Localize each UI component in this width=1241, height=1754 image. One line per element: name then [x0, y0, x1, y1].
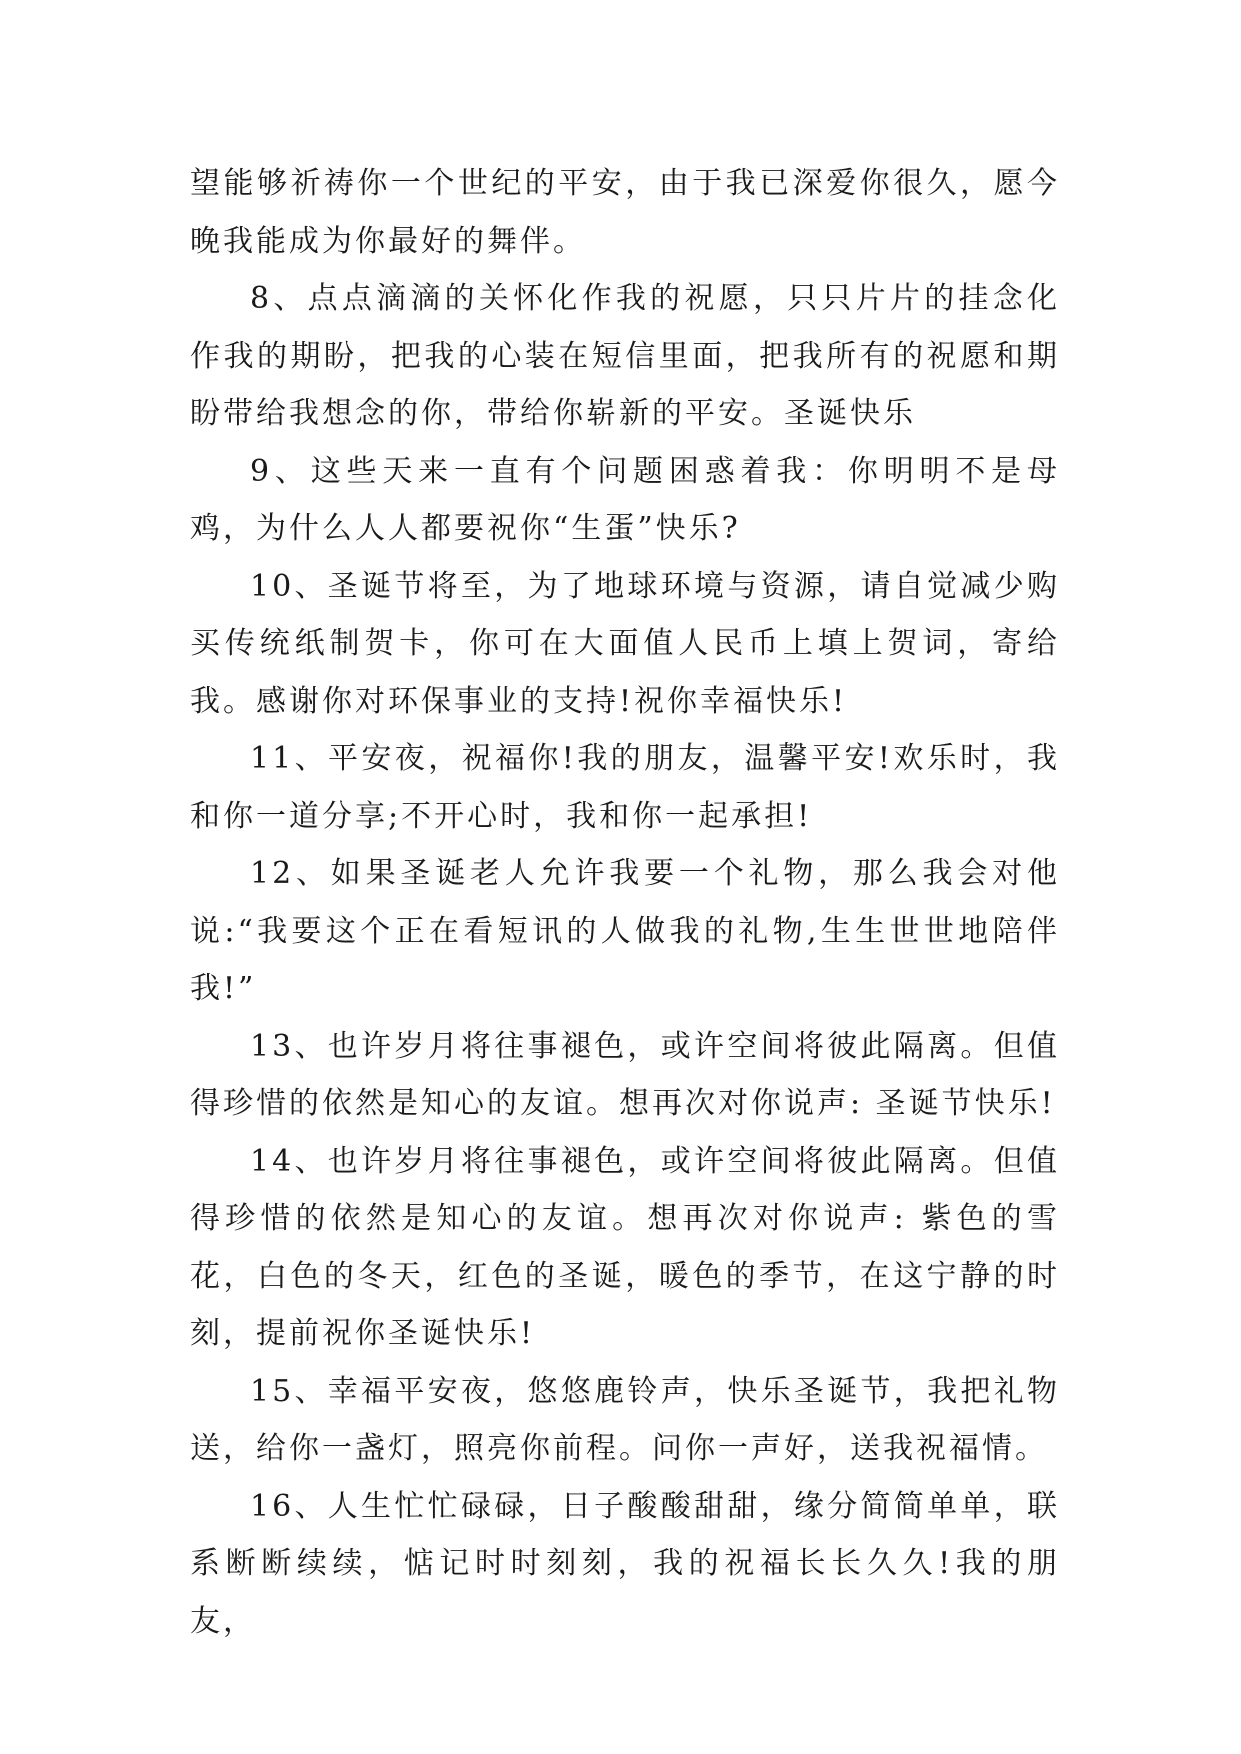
- paragraph-item-12: 12、如果圣诞老人允许我要一个礼物，那么我会对他说:“我要这个正在看短讯的人做我的礼物,生生世世地陪伴我!”: [190, 856, 1060, 1006]
- paragraph-item-11: 11、平安夜，祝福你!我的朋友，温馨平安!欢乐时，我和你一道分享;不开心时，我和你一起承担!: [190, 741, 1060, 834]
- paragraph-item-10: 10、圣诞节将至，为了地球环境与资源，请自觉减少购买传统纸制贺卡，你可在大面值人民币上填上贺词，寄给我。感谢你对环保事业的支持!祝你幸福快乐!: [190, 568, 1060, 719]
- paragraph-item-16: 16、人生忙忙碌碌，日子酸酸甜甜，缘分简简单单，联系断断续续，惦记时时刻刻，我的祝福长长久久!我的朋友，: [190, 1488, 1060, 1639]
- paragraph-continuation: 望能够祈祷你一个世纪的平安，由于我已深爱你很久，愿今晚我能成为你最好的舞伴。: [190, 166, 1060, 259]
- document-body: [190, 155, 1060, 1650]
- paragraph-item-8: 8、点点滴滴的关怀化作我的祝愿，只只片片的挂念化作我的期盼，把我的心装在短信里面，把我所有的祝愿和期盼带给我想念的你，带给你崭新的平安。圣诞快乐: [190, 281, 1060, 431]
- paragraph-item-15: 15、幸福平安夜，悠悠鹿铃声，快乐圣诞节，我把礼物送，给你一盏灯，照亮你前程。问你一声好，送我祝福情。: [190, 1373, 1060, 1466]
- paragraph-item-13: 13、也许岁月将往事褪色，或许空间将彼此隔离。但值得珍惜的依然是知心的友谊。想再次对你说声: 圣诞节快乐!: [190, 1028, 1060, 1121]
- paragraph-item-14: 14、也许岁月将往事褪色，或许空间将彼此隔离。但值得珍惜的依然是知心的友谊。想再次对你说声: 紫色的雪花，白色的冬天，红色的圣诞，暖色的季节，在这宁静的时刻，提前祝你圣诞快乐!: [190, 1143, 1060, 1351]
- paragraph-item-9: 9、这些天来一直有个问题困惑着我：你明明不是母鸡，为什么人人都要祝你“生蛋”快乐?: [190, 453, 1060, 546]
